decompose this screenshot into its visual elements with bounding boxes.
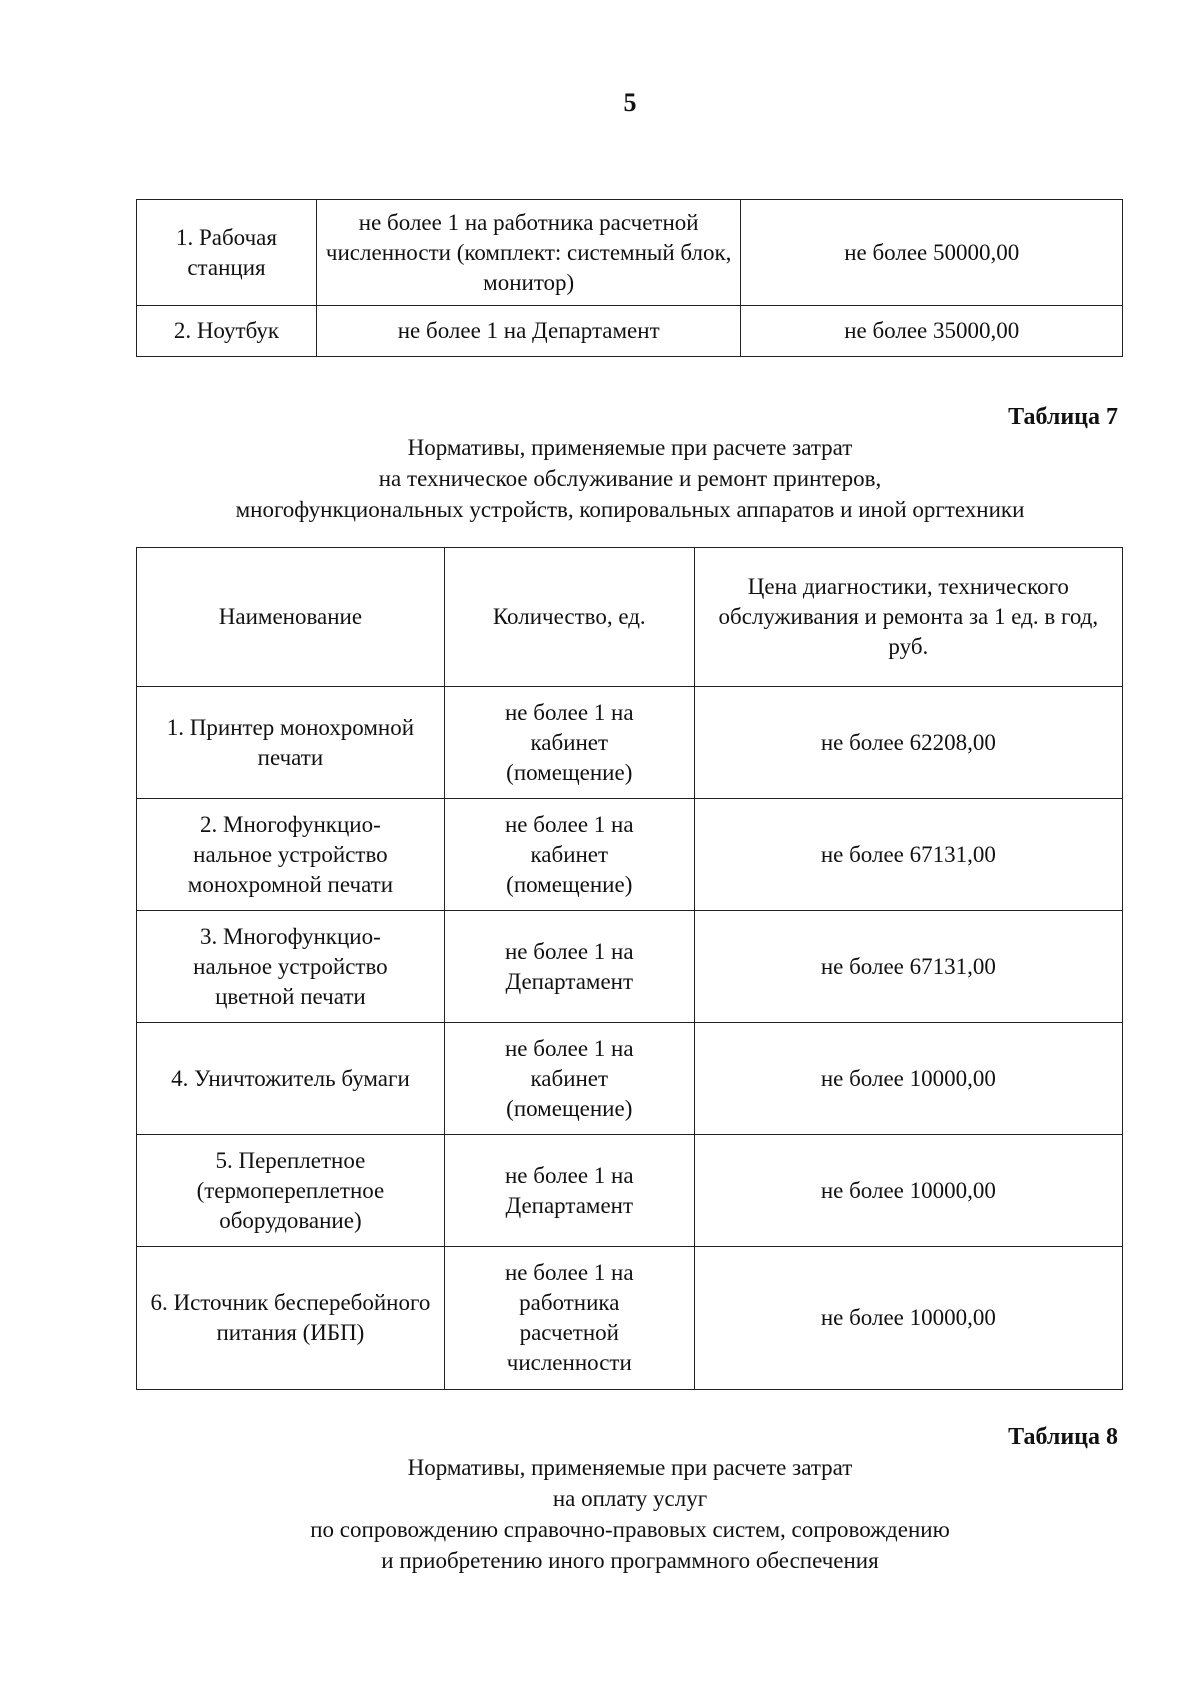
table-8-label: Таблица 8 xyxy=(1008,1424,1118,1450)
caption-line: по сопровождению справочно-правовых систем, сопровождению xyxy=(310,1517,950,1542)
caption-line: и приобретению иного программного обеспечения xyxy=(381,1548,879,1573)
caption-line: на оплату услуг xyxy=(552,1486,708,1511)
table-7-caption xyxy=(0,432,1200,525)
caption-line: многофункциональных устройств, копировальных аппаратов и иной оргтехники xyxy=(235,497,1025,522)
cell-price: не более 10000,00 xyxy=(694,1023,1122,1135)
table-6-continuation xyxy=(136,199,1123,357)
cell-price: не более 62208,00 xyxy=(694,687,1122,799)
page-number: 5 xyxy=(623,88,637,117)
cell-quantity: не более 1 на кабинет (помещение) xyxy=(444,1023,694,1135)
cell-quantity: не более 1 на работника расчетной численности xyxy=(444,1247,694,1390)
cell-quantity: не более 1 на Департамент xyxy=(316,306,741,357)
table-row xyxy=(137,200,1123,306)
table-row xyxy=(137,306,1123,357)
header-name: Наименование xyxy=(137,548,445,687)
cell-name: 4. Уничтожитель бумаги xyxy=(137,1023,445,1135)
table-row xyxy=(137,799,1123,911)
table-7 xyxy=(136,547,1123,1390)
table-7-label: Таблица 7 xyxy=(1008,404,1118,430)
table-row xyxy=(137,1135,1123,1247)
table-row xyxy=(137,911,1123,1023)
header-price: Цена диагностики, технического обслуживания и ремонта за 1 ед. в год, руб. xyxy=(694,548,1122,687)
cell-price: не более 10000,00 xyxy=(694,1247,1122,1390)
cell-price: не более 67131,00 xyxy=(694,911,1122,1023)
caption-line: на техническое обслуживание и ремонт принтеров, xyxy=(378,466,882,491)
table-header-row xyxy=(137,548,1123,687)
cell-name: 3. Многофункцио-нальное устройство цветной печати xyxy=(137,911,445,1023)
table-8-caption xyxy=(0,1452,1200,1576)
cell-quantity: не более 1 на Департамент xyxy=(444,1135,694,1247)
cell-quantity: не более 1 на кабинет (помещение) xyxy=(444,687,694,799)
cell-name: 6. Источник бесперебойного питания (ИБП) xyxy=(137,1247,445,1390)
cell-name: 2. Ноутбук xyxy=(137,306,317,357)
cell-price: не более 10000,00 xyxy=(694,1135,1122,1247)
cell-name: 1. Принтер монохромной печати xyxy=(137,687,445,799)
cell-name: 2. Многофункцио-нальное устройство монохромной печати xyxy=(137,799,445,911)
header-quantity: Количество, ед. xyxy=(444,548,694,687)
table-row xyxy=(137,687,1123,799)
cell-price: не более 67131,00 xyxy=(694,799,1122,911)
table-row xyxy=(137,1023,1123,1135)
cell-name: 5. Переплетное (термопереплетное оборудование) xyxy=(137,1135,445,1247)
cell-quantity: не более 1 на Департамент xyxy=(444,911,694,1023)
cell-price: не более 50000,00 xyxy=(741,200,1123,306)
caption-line: Нормативы, применяемые при расчете затрат xyxy=(407,435,853,460)
caption-line: Нормативы, применяемые при расчете затрат xyxy=(407,1455,853,1480)
cell-quantity: не более 1 на кабинет (помещение) xyxy=(444,799,694,911)
cell-name: 1. Рабочая станция xyxy=(137,200,317,306)
cell-quantity: не более 1 на работника расчетной численности (комплект: системный блок, монитор) xyxy=(316,200,741,306)
cell-price: не более 35000,00 xyxy=(741,306,1123,357)
table-row xyxy=(137,1247,1123,1390)
